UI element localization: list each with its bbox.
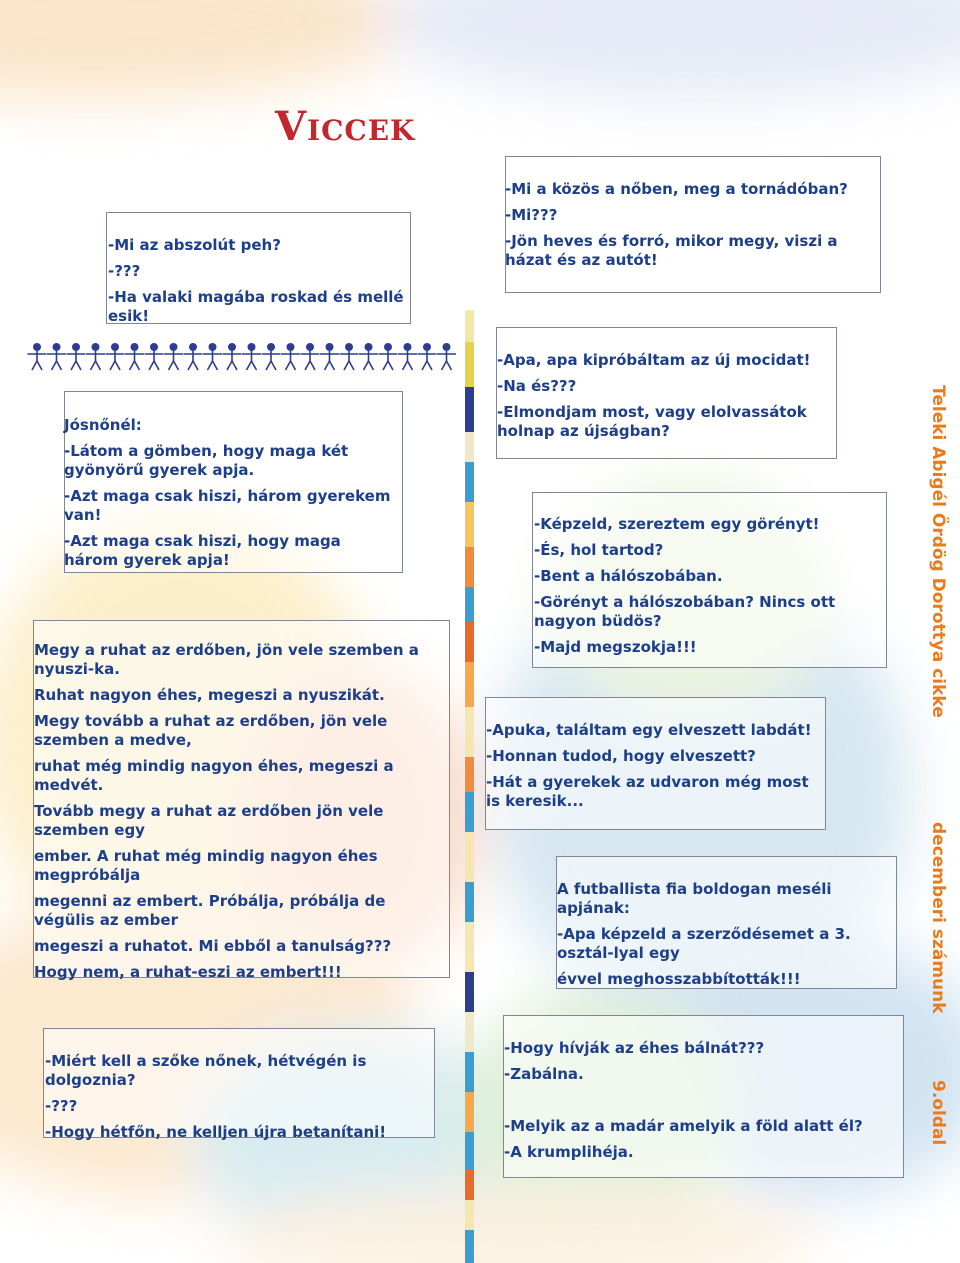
issue-label: decemberi számunk [928, 822, 948, 1014]
joke-szoke [45, 1052, 430, 1149]
joke-line: -Apa, apa kipróbáltam az új mocidat! [497, 351, 811, 369]
joke-ruhat [34, 641, 439, 989]
joke-mocidat [497, 351, 832, 448]
joke-line [504, 1091, 899, 1110]
joke-line: -Mi az abszolút peh? [108, 236, 281, 254]
joke-line: -Mi??? [505, 206, 558, 224]
joke-line: megenni az embert. Próbálja, próbálja de végülis az ember [34, 892, 386, 929]
joke-line: ruhat még mindig nagyon éhes, megeszi a medvét. [34, 757, 394, 794]
joke-line: -??? [108, 262, 141, 280]
joke-balna [504, 1039, 899, 1169]
joke-line: -Miért kell a szőke nőnek, hétvégén is dolgoznia? [45, 1052, 367, 1089]
joke-line: -Azt maga csak hiszi, hogy maga három gyerek apja! [64, 532, 341, 569]
joke-line: -Na és??? [497, 377, 577, 395]
joke-line: Megy a ruhat az erdőben, jön vele szemben a nyuszi-ka. [34, 641, 419, 678]
joke-line: -??? [45, 1097, 78, 1115]
joke-line: -Honnan tudod, hogy elveszett? [486, 747, 756, 765]
joke-abszolut-peh [108, 236, 408, 333]
joke-line: -Ha valaki magába roskad és mellé esik! [108, 288, 404, 325]
joke-line: Jósnőnél: [64, 416, 142, 434]
joke-line: Ruhat nagyon éhes, megeszi a nyuszikát. [34, 686, 385, 704]
joke-line: -Hát a gyerekek az udvaron még most is keresik... [486, 773, 809, 810]
joke-line: Hogy nem, a ruhat-eszi az embert!!! [34, 963, 342, 981]
joke-line: -Jön heves és forró, mikor megy, viszi a házat és az autót! [505, 232, 838, 269]
joke-line: -Bent a hálószobában. [534, 567, 723, 585]
joke-line: -Látom a gömben, hogy maga két gyönyörű gyerek apja. [64, 442, 349, 479]
joke-josnonel [64, 416, 399, 577]
joke-gorenyt [534, 515, 874, 664]
joke-line: -És, hol tartod? [534, 541, 664, 559]
paper-doll-chain-icon [27, 342, 457, 372]
joke-futballista [557, 880, 882, 996]
joke-line: -Azt maga csak hiszi, három gyerekem van! [64, 487, 391, 524]
joke-line: -Elmondjam most, vagy elolvassátok holnap az újságban? [497, 403, 807, 440]
author-label: Teleki Abigél Ördög Dorottya cikke [928, 385, 948, 718]
joke-line: -Hogy hívják az éhes bálnát??? [504, 1039, 765, 1057]
joke-line: -Apa képzeld a szerződésemet a 3. osztál-lyal egy [557, 925, 851, 962]
joke-line: -Képzeld, szereztem egy görényt! [534, 515, 820, 533]
joke-labda [486, 721, 821, 818]
joke-tornado [505, 180, 875, 277]
joke-line: -Majd megszokja!!! [534, 638, 697, 656]
joke-line: ember. A ruhat még mindig nagyon éhes megpróbálja [34, 847, 378, 884]
joke-line: évvel meghosszabbították!!! [557, 970, 801, 988]
joke-line: A futballista fia boldogan meséli apjának: [557, 880, 832, 917]
joke-line: -Mi a közös a nőben, meg a tornádóban? [505, 180, 848, 198]
page-title: Viccek [275, 103, 416, 150]
joke-line: -Hogy hétfőn, ne kelljen újra betanítani! [45, 1123, 387, 1141]
joke-line: Megy tovább a ruhat az erdőben, jön vele szemben a medve, [34, 712, 388, 749]
joke-line: -Zabálna. [504, 1065, 584, 1083]
joke-line: -Görényt a hálószobában? Nincs ott nagyon büdös? [534, 593, 836, 630]
joke-line: -Apuka, találtam egy elveszett labdát! [486, 721, 812, 739]
page-number: 9.oldal [928, 1080, 948, 1146]
joke-line: -Melyik az a madár amelyik a föld alatt él? [504, 1117, 863, 1135]
joke-line: megeszi a ruhatot. Mi ebből a tanulság??? [34, 937, 392, 955]
joke-line: -A krumplihéja. [504, 1143, 634, 1161]
joke-line: Tovább megy a ruhat az erdőben jön vele szemben egy [34, 802, 384, 839]
